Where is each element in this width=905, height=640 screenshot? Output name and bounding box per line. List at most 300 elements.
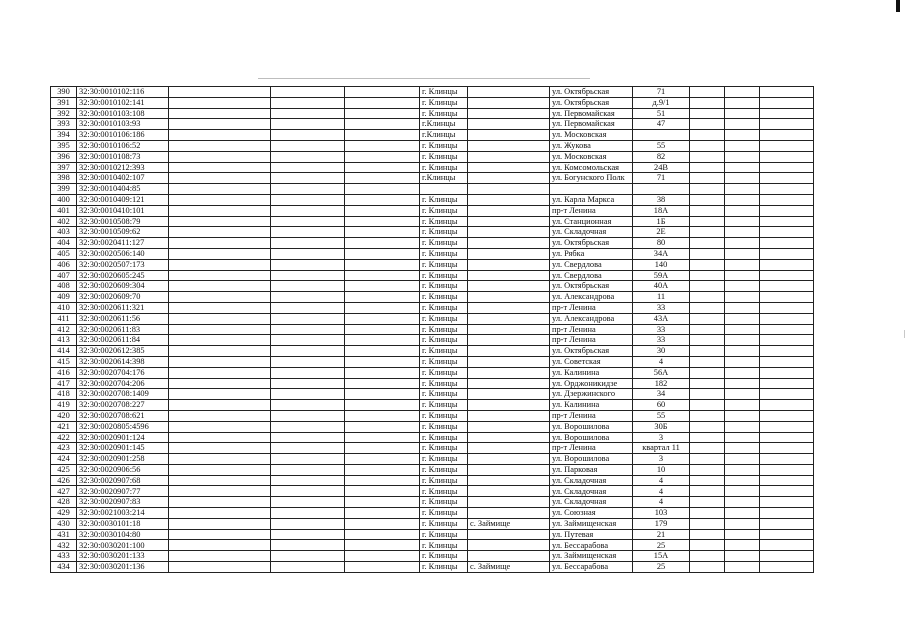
street-cell: ул. Складочная xyxy=(550,475,633,486)
blank-cell xyxy=(690,205,725,216)
blank-cell xyxy=(725,151,760,162)
blank-cell xyxy=(169,356,271,367)
table-row xyxy=(51,443,814,454)
blank-cell xyxy=(271,205,345,216)
blank-cell xyxy=(271,443,345,454)
house-number-cell: 59А xyxy=(633,270,690,281)
blank-cell xyxy=(271,400,345,411)
settlement-cell xyxy=(468,324,550,335)
blank-cell xyxy=(725,270,760,281)
blank-cell xyxy=(169,389,271,400)
town-cell: г. Клинцы xyxy=(420,400,468,411)
row-number-cell: 424 xyxy=(51,454,77,465)
row-number-cell: 426 xyxy=(51,475,77,486)
settlement-cell xyxy=(468,162,550,173)
street-cell: ул. Александрова xyxy=(550,313,633,324)
street-cell: ул. Калинина xyxy=(550,400,633,411)
cadastral-number-cell: 32:30:0010108:73 xyxy=(77,151,169,162)
settlement-cell xyxy=(468,151,550,162)
blank-cell xyxy=(271,378,345,389)
street-cell: ул. Карла Маркса xyxy=(550,194,633,205)
row-number-cell: 428 xyxy=(51,497,77,508)
blank-cell xyxy=(271,540,345,551)
street-cell: пр-т Ленина xyxy=(550,205,633,216)
blank-cell xyxy=(690,238,725,249)
blank-cell xyxy=(345,475,420,486)
blank-cell xyxy=(760,281,814,292)
settlement-cell xyxy=(468,540,550,551)
table-row xyxy=(51,335,814,346)
street-cell: ул. Парковая xyxy=(550,464,633,475)
cadastral-number-cell: 32:30:0020609:70 xyxy=(77,292,169,303)
table-row xyxy=(51,248,814,259)
row-number-cell: 423 xyxy=(51,443,77,454)
street-cell: ул. Октябрьская xyxy=(550,238,633,249)
town-cell: г. Клинцы xyxy=(420,292,468,303)
house-number-cell: 38 xyxy=(633,194,690,205)
blank-cell xyxy=(760,108,814,119)
house-number-cell: квартал 11 xyxy=(633,443,690,454)
house-number-cell: 55 xyxy=(633,410,690,421)
blank-cell xyxy=(345,302,420,313)
blank-cell xyxy=(690,540,725,551)
street-cell: пр-т Ленина xyxy=(550,335,633,346)
town-cell: г. Клинцы xyxy=(420,346,468,357)
blank-cell xyxy=(169,259,271,270)
house-number-cell: 47 xyxy=(633,119,690,130)
blank-cell xyxy=(271,238,345,249)
blank-cell xyxy=(169,551,271,562)
blank-cell xyxy=(690,227,725,238)
blank-cell xyxy=(169,108,271,119)
blank-cell xyxy=(760,562,814,573)
blank-cell xyxy=(345,400,420,411)
blank-cell xyxy=(271,432,345,443)
row-number-cell: 430 xyxy=(51,518,77,529)
blank-cell xyxy=(760,497,814,508)
cadastral-number-cell: 32:30:0020614:398 xyxy=(77,356,169,367)
blank-cell xyxy=(271,119,345,130)
cadastral-number-cell: 32:30:0020507:173 xyxy=(77,259,169,270)
blank-cell xyxy=(690,454,725,465)
cadastral-number-cell: 32:30:0020704:176 xyxy=(77,367,169,378)
blank-cell xyxy=(169,464,271,475)
blank-cell xyxy=(271,464,345,475)
house-number-cell: 33 xyxy=(633,302,690,313)
blank-cell xyxy=(271,454,345,465)
house-number-cell: 140 xyxy=(633,259,690,270)
town-cell: г. Клинцы xyxy=(420,87,468,98)
cadastral-number-cell: 32:30:0010409:121 xyxy=(77,194,169,205)
blank-cell xyxy=(169,486,271,497)
blank-cell xyxy=(345,87,420,98)
blank-cell xyxy=(725,302,760,313)
blank-cell xyxy=(271,184,345,195)
blank-cell xyxy=(760,87,814,98)
row-number-cell: 397 xyxy=(51,162,77,173)
town-cell: г. Клинцы xyxy=(420,540,468,551)
town-cell: г. Клинцы xyxy=(420,205,468,216)
house-number-cell: 179 xyxy=(633,518,690,529)
blank-cell xyxy=(345,248,420,259)
settlement-cell xyxy=(468,281,550,292)
settlement-cell xyxy=(468,119,550,130)
town-cell: г. Клинцы xyxy=(420,324,468,335)
street-cell: ул. Калинина xyxy=(550,367,633,378)
blank-cell xyxy=(345,454,420,465)
blank-cell xyxy=(690,443,725,454)
table-row xyxy=(51,205,814,216)
blank-cell xyxy=(690,281,725,292)
blank-cell xyxy=(725,464,760,475)
blank-cell xyxy=(271,162,345,173)
street-cell: ул. Союзная xyxy=(550,508,633,519)
blank-cell xyxy=(345,432,420,443)
settlement-cell xyxy=(468,443,550,454)
street-cell: ул. Комсомольская xyxy=(550,162,633,173)
cadastral-number-cell: 32:30:0020907:68 xyxy=(77,475,169,486)
cadastral-number-cell: 32:30:0010212:393 xyxy=(77,162,169,173)
table-row xyxy=(51,454,814,465)
blank-cell xyxy=(760,270,814,281)
town-cell: г. Клинцы xyxy=(420,227,468,238)
row-number-cell: 425 xyxy=(51,464,77,475)
settlement-cell xyxy=(468,464,550,475)
cadastral-number-cell: 32:30:0010102:141 xyxy=(77,97,169,108)
blank-cell xyxy=(690,410,725,421)
blank-cell xyxy=(345,259,420,270)
blank-cell xyxy=(345,324,420,335)
row-number-cell: 420 xyxy=(51,410,77,421)
blank-cell xyxy=(169,173,271,184)
blank-cell xyxy=(760,356,814,367)
blank-cell xyxy=(169,432,271,443)
house-number-cell: 24В xyxy=(633,162,690,173)
row-number-cell: 401 xyxy=(51,205,77,216)
row-number-cell: 418 xyxy=(51,389,77,400)
table-row xyxy=(51,270,814,281)
street-cell: ул. Орджоникидзе xyxy=(550,378,633,389)
blank-cell xyxy=(725,486,760,497)
blank-cell xyxy=(725,119,760,130)
blank-cell xyxy=(725,335,760,346)
settlement-cell xyxy=(468,475,550,486)
settlement-cell xyxy=(468,529,550,540)
blank-cell xyxy=(690,194,725,205)
table-row xyxy=(51,216,814,227)
street-cell: пр-т Ленина xyxy=(550,324,633,335)
row-number-cell: 405 xyxy=(51,248,77,259)
blank-cell xyxy=(760,151,814,162)
house-number-cell: 10 xyxy=(633,464,690,475)
house-number-cell: 56А xyxy=(633,367,690,378)
blank-cell xyxy=(345,173,420,184)
town-cell: г. Клинцы xyxy=(420,281,468,292)
house-number-cell: 3 xyxy=(633,454,690,465)
blank-cell xyxy=(725,378,760,389)
table-row xyxy=(51,173,814,184)
blank-cell xyxy=(690,464,725,475)
town-cell: г. Клинцы xyxy=(420,508,468,519)
town-cell: г. Клинцы xyxy=(420,151,468,162)
blank-cell xyxy=(169,97,271,108)
settlement-cell xyxy=(468,508,550,519)
blank-cell xyxy=(271,475,345,486)
blank-cell xyxy=(760,238,814,249)
blank-cell xyxy=(169,270,271,281)
blank-cell xyxy=(690,367,725,378)
cadastral-number-cell: 32:30:0030101:18 xyxy=(77,518,169,529)
blank-cell xyxy=(345,551,420,562)
blank-cell xyxy=(271,216,345,227)
blank-cell xyxy=(760,475,814,486)
blank-cell xyxy=(725,540,760,551)
blank-cell xyxy=(725,551,760,562)
settlement-cell xyxy=(468,389,550,400)
street-cell: ул. Первомайская xyxy=(550,119,633,130)
blank-cell xyxy=(169,508,271,519)
blank-cell xyxy=(690,184,725,195)
blank-cell xyxy=(345,378,420,389)
blank-cell xyxy=(760,173,814,184)
blank-cell xyxy=(725,443,760,454)
table-row xyxy=(51,346,814,357)
blank-cell xyxy=(690,302,725,313)
blank-cell xyxy=(169,346,271,357)
blank-cell xyxy=(345,119,420,130)
table-row xyxy=(51,475,814,486)
blank-cell xyxy=(760,454,814,465)
table-row xyxy=(51,162,814,173)
blank-cell xyxy=(760,432,814,443)
blank-cell xyxy=(760,216,814,227)
blank-cell xyxy=(169,162,271,173)
row-number-cell: 431 xyxy=(51,529,77,540)
blank-cell xyxy=(345,194,420,205)
blank-cell xyxy=(345,238,420,249)
blank-cell xyxy=(169,151,271,162)
blank-cell xyxy=(760,378,814,389)
house-number-cell: 71 xyxy=(633,173,690,184)
blank-cell xyxy=(725,292,760,303)
blank-cell xyxy=(690,421,725,432)
table-row xyxy=(51,151,814,162)
blank-cell xyxy=(690,259,725,270)
settlement-cell xyxy=(468,259,550,270)
row-number-cell: 419 xyxy=(51,400,77,411)
settlement-cell xyxy=(468,292,550,303)
house-number-cell: д.9/1 xyxy=(633,97,690,108)
street-cell: ул. Богунского Полк xyxy=(550,173,633,184)
street-cell: ул. Займищенская xyxy=(550,551,633,562)
house-number-cell: 3 xyxy=(633,432,690,443)
blank-cell xyxy=(271,367,345,378)
cadastral-number-cell: 32:30:0010508:79 xyxy=(77,216,169,227)
blank-cell xyxy=(760,259,814,270)
blank-cell xyxy=(725,259,760,270)
town-cell: г. Клинцы xyxy=(420,216,468,227)
blank-cell xyxy=(690,313,725,324)
blank-cell xyxy=(271,130,345,141)
town-cell: г. Клинцы xyxy=(420,518,468,529)
settlement-cell xyxy=(468,410,550,421)
house-number-cell: 51 xyxy=(633,108,690,119)
house-number-cell: 4 xyxy=(633,356,690,367)
cadastral-number-cell: 32:30:0020907:77 xyxy=(77,486,169,497)
table-row xyxy=(51,497,814,508)
table-row xyxy=(51,302,814,313)
row-number-cell: 403 xyxy=(51,227,77,238)
blank-cell xyxy=(271,97,345,108)
settlement-cell xyxy=(468,400,550,411)
settlement-cell xyxy=(468,367,550,378)
street-cell: ул. Займищенская xyxy=(550,518,633,529)
row-number-cell: 407 xyxy=(51,270,77,281)
table-row xyxy=(51,130,814,141)
blank-cell xyxy=(345,356,420,367)
street-cell: пр-т Ленина xyxy=(550,443,633,454)
row-number-cell: 392 xyxy=(51,108,77,119)
blank-cell xyxy=(345,108,420,119)
street-cell: ул. Ворошилова xyxy=(550,454,633,465)
settlement-cell: с. Займище xyxy=(468,562,550,573)
cadastral-number-cell: 32:30:0020612:385 xyxy=(77,346,169,357)
street-cell: пр-т Ленина xyxy=(550,302,633,313)
house-number-cell: 1Б xyxy=(633,216,690,227)
blank-cell xyxy=(725,173,760,184)
blank-cell xyxy=(690,551,725,562)
blank-cell xyxy=(271,292,345,303)
row-number-cell: 434 xyxy=(51,562,77,573)
street-cell: ул. Московская xyxy=(550,151,633,162)
town-cell: г. Клинцы xyxy=(420,108,468,119)
street-cell: ул. Первомайская xyxy=(550,108,633,119)
table-row xyxy=(51,432,814,443)
table-row xyxy=(51,238,814,249)
town-cell: г. Клинцы xyxy=(420,551,468,562)
row-number-cell: 394 xyxy=(51,130,77,141)
blank-cell xyxy=(725,389,760,400)
cadastral-number-cell: 32:30:0020907:83 xyxy=(77,497,169,508)
town-cell: г. Клинцы xyxy=(420,97,468,108)
house-number-cell: 182 xyxy=(633,378,690,389)
table-row xyxy=(51,540,814,551)
town-cell: г. Клинцы xyxy=(420,270,468,281)
row-number-cell: 393 xyxy=(51,119,77,130)
blank-cell xyxy=(725,346,760,357)
cadastral-number-cell: 32:30:0030201:136 xyxy=(77,562,169,573)
house-number-cell: 4 xyxy=(633,486,690,497)
town-cell: г.Клинцы xyxy=(420,119,468,130)
blank-cell xyxy=(725,400,760,411)
blank-cell xyxy=(690,140,725,151)
row-number-cell: 416 xyxy=(51,367,77,378)
blank-cell xyxy=(725,324,760,335)
row-number-cell: 429 xyxy=(51,508,77,519)
blank-cell xyxy=(760,529,814,540)
cadastral-number-cell: 32:30:0020411:127 xyxy=(77,238,169,249)
table-row xyxy=(51,508,814,519)
house-number-cell: 33 xyxy=(633,335,690,346)
blank-cell xyxy=(760,443,814,454)
table-row xyxy=(51,356,814,367)
settlement-cell xyxy=(468,313,550,324)
blank-cell xyxy=(760,508,814,519)
house-number-cell: 25 xyxy=(633,540,690,551)
house-number-cell: 71 xyxy=(633,87,690,98)
house-number-cell: 25 xyxy=(633,562,690,573)
blank-cell xyxy=(169,216,271,227)
blank-cell xyxy=(760,410,814,421)
town-cell: г. Клинцы xyxy=(420,497,468,508)
blank-cell xyxy=(345,184,420,195)
row-number-cell: 396 xyxy=(51,151,77,162)
row-number-cell: 414 xyxy=(51,346,77,357)
street-cell: ул. Ворошилова xyxy=(550,421,633,432)
town-cell: г. Клинцы xyxy=(420,562,468,573)
row-number-cell: 411 xyxy=(51,313,77,324)
cadastral-number-cell: 32:30:0020605:245 xyxy=(77,270,169,281)
blank-cell xyxy=(271,346,345,357)
blank-cell xyxy=(760,302,814,313)
blank-cell xyxy=(345,421,420,432)
blank-cell xyxy=(690,486,725,497)
blank-cell xyxy=(760,313,814,324)
blank-cell xyxy=(760,119,814,130)
register-table-body xyxy=(51,87,814,573)
table-row xyxy=(51,87,814,98)
row-number-cell: 432 xyxy=(51,540,77,551)
table-row xyxy=(51,184,814,195)
blank-cell xyxy=(271,335,345,346)
blank-cell xyxy=(690,562,725,573)
town-cell: г. Клинцы xyxy=(420,356,468,367)
blank-cell xyxy=(345,464,420,475)
blank-cell xyxy=(760,421,814,432)
blank-cell xyxy=(690,378,725,389)
blank-cell xyxy=(690,87,725,98)
blank-cell xyxy=(760,194,814,205)
blank-cell xyxy=(725,313,760,324)
blank-cell xyxy=(169,119,271,130)
table-row xyxy=(51,464,814,475)
town-cell: г. Клинцы xyxy=(420,432,468,443)
blank-cell xyxy=(345,205,420,216)
street-cell: ул. Октябрьская xyxy=(550,97,633,108)
blank-cell xyxy=(725,562,760,573)
table-row xyxy=(51,551,814,562)
house-number-cell: 80 xyxy=(633,238,690,249)
blank-cell xyxy=(271,562,345,573)
blank-cell xyxy=(345,97,420,108)
row-number-cell: 409 xyxy=(51,292,77,303)
blank-cell xyxy=(345,497,420,508)
cadastral-number-cell: 32:30:0010103:108 xyxy=(77,108,169,119)
row-number-cell: 399 xyxy=(51,184,77,195)
row-number-cell: 404 xyxy=(51,238,77,249)
blank-cell xyxy=(271,302,345,313)
blank-cell xyxy=(725,238,760,249)
blank-cell xyxy=(271,281,345,292)
settlement-cell xyxy=(468,378,550,389)
table-row xyxy=(51,367,814,378)
table-row xyxy=(51,194,814,205)
house-number-cell: 4 xyxy=(633,497,690,508)
street-cell: ул. Дзержинского xyxy=(550,389,633,400)
blank-cell xyxy=(760,324,814,335)
blank-cell xyxy=(271,410,345,421)
table-row xyxy=(51,378,814,389)
